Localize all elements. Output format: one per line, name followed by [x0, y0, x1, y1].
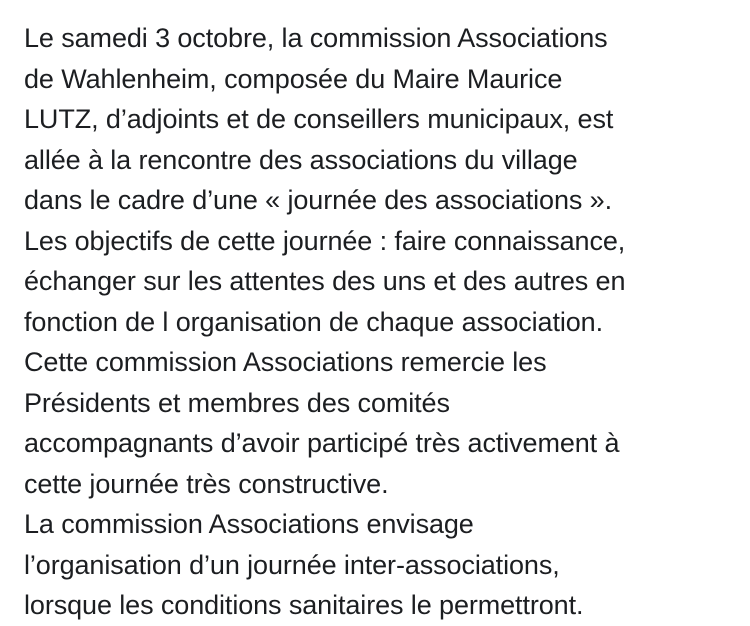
post-text-line: Cette commission Associations remercie les — [24, 347, 547, 377]
post-text-line: cette journée très constructive. — [24, 468, 389, 499]
post-text-line: fonction de l organisation de chaque association. — [24, 306, 604, 337]
post-text-line: lorsque les conditions sanitaires le permettront. — [24, 590, 584, 620]
post-text-line: LUTZ, d’adjoints et de conseillers municipaux, est — [24, 104, 614, 134]
post-text-line: dans le cadre d’une « journée des associations ». — [24, 185, 612, 215]
post-text-line: allée à la rencontre des associations du village — [24, 144, 578, 175]
post-text-line: accompagnants d’avoir participé très activement à — [24, 428, 620, 458]
post-text-line: Présidents et membres des comités — [24, 387, 450, 418]
post-text-line: l’organisation d’un journée inter-associations, — [24, 549, 560, 580]
post-text-line: Les objectifs de cette journée : faire connaissance, — [24, 225, 626, 256]
post-text — [24, 18, 744, 626]
post-text-line: Le samedi 3 octobre, la commission Associations — [24, 23, 608, 53]
post-text-line: échanger sur les attentes des uns et des autres en — [24, 266, 626, 296]
post-text-line: de Wahlenheim, composée du Maire Maurice — [24, 63, 563, 94]
post-text-line: La commission Associations envisage — [24, 509, 474, 539]
